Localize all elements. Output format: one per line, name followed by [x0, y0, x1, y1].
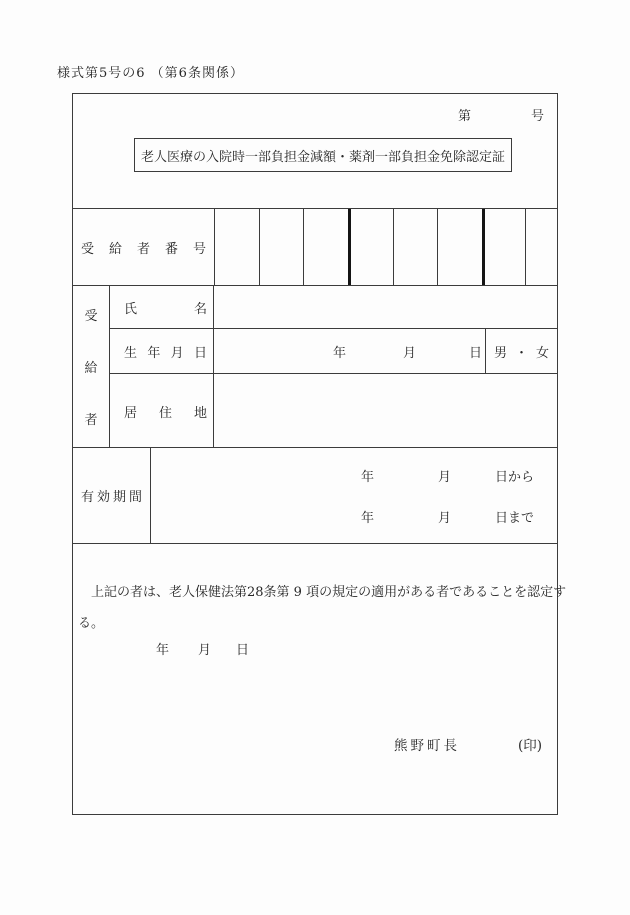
statement-line1: 上記の者は、老人保健法第28条第 9 項の規定の適用がある者であることを認定す	[78, 585, 567, 600]
recipient-number-label: 受 給 者 番 号	[81, 241, 206, 257]
recipient-number-cell	[214, 209, 259, 285]
recipient-number-cell	[482, 209, 526, 285]
form-code: 様式第5号の6 （第6条関係）	[57, 66, 244, 81]
to-year-label: 年	[360, 510, 374, 526]
recipient-number-row	[73, 209, 557, 286]
recipient-number-cell	[259, 209, 303, 285]
to-day-label: 日まで	[494, 510, 534, 526]
name-value	[214, 286, 557, 328]
issuer-name: 熊野町長	[394, 738, 460, 754]
validity-value	[151, 448, 557, 543]
address-label: 居 住 地	[110, 374, 214, 448]
birthdate-label: 生 年 月 日	[110, 329, 214, 373]
name-label: 氏 名	[110, 286, 214, 328]
recipient-section	[73, 286, 557, 448]
birthdate-value	[214, 329, 486, 373]
certificate-number-prefix: 第	[458, 109, 472, 124]
from-month-label: 月	[437, 469, 451, 485]
issue-date	[156, 639, 249, 658]
from-day-label: 日から	[494, 469, 534, 485]
recipient-number-cell	[437, 209, 482, 285]
birth-day-label: 日	[468, 345, 482, 361]
certificate-number-suffix: 号	[530, 109, 544, 124]
issue-year-label: 年	[156, 643, 170, 658]
birth-month-label: 月	[402, 345, 416, 361]
birth-year-label: 年	[332, 345, 346, 361]
form-title: 老人医療の入院時一部負担金減額・薬剤一部負担金免除認定証	[140, 149, 505, 165]
recipient-number-cell	[348, 209, 393, 285]
certification-section	[73, 544, 567, 816]
certificate-number	[458, 105, 544, 124]
from-year-label: 年	[360, 469, 374, 485]
form-title-box	[134, 138, 512, 172]
sex-field: 男 ・ 女	[494, 345, 549, 361]
validity-to-line	[151, 507, 557, 526]
to-month-label: 月	[437, 510, 451, 526]
certificate-form	[72, 93, 567, 815]
recipient-number-cell	[303, 209, 348, 285]
issuer-seal: (印)	[518, 738, 543, 754]
recipient-name-row	[110, 286, 557, 329]
issue-month-label: 月	[198, 643, 212, 658]
validity-section	[73, 448, 557, 544]
issue-day-label: 日	[236, 643, 250, 658]
address-value	[214, 374, 557, 448]
recipient-group-label: 受 給 者	[73, 286, 110, 447]
certification-statement	[78, 577, 567, 639]
recipient-birthdate-row	[110, 329, 557, 374]
validity-from-line	[151, 466, 557, 485]
recipient-number-cell	[393, 209, 437, 285]
statement-line2: る。	[78, 616, 105, 631]
form-header-section	[73, 94, 557, 209]
recipient-address-row	[110, 374, 557, 448]
validity-label: 有 効 期 間	[73, 448, 151, 543]
